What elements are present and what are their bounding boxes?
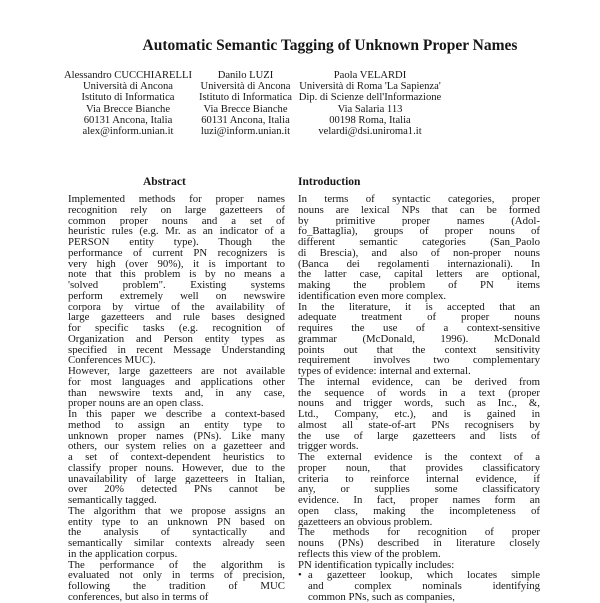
author-name: Paola VELARDI xyxy=(333,70,407,81)
text-line: for specific tasks (e.g. recognition of xyxy=(68,323,285,334)
text-line: in the application corpus. xyxy=(68,548,178,560)
text-line: semantically similar contexts already seen xyxy=(68,538,285,549)
author-email: velardi@dsi.uniroma1.it xyxy=(318,126,422,138)
text-line: unavailability of large gazetteers in Italian, xyxy=(68,473,285,485)
text-line: 'solved problem". Existing systems xyxy=(68,280,285,291)
text-line: grammar (McDonald, 1996). McDonald xyxy=(298,333,540,345)
text-line: However, large gazetteers are not available xyxy=(68,366,285,377)
author-affiliation-line: Università di Roma 'La Sapienza' xyxy=(299,81,441,93)
abstract-heading: Abstract xyxy=(143,176,186,188)
abstract-column xyxy=(68,194,285,603)
text-line: the sequence of words in a text (proper xyxy=(298,387,540,399)
bullet-icon: • xyxy=(298,569,302,582)
paper-title: Automatic Semantic Tagging of Unknown Proper Names xyxy=(142,37,518,54)
author-affiliation-line: Via Brecce Bianche xyxy=(85,103,171,115)
text-line: PN identification typically includes: xyxy=(298,559,455,571)
text-line: semantically tagged. xyxy=(68,495,157,506)
introduction-column xyxy=(298,194,540,603)
text-line: others, our system relies on a gazetteer and xyxy=(68,441,285,452)
paragraph xyxy=(298,527,540,559)
text-line: proper noun, that provides classificatory xyxy=(298,462,540,474)
text-line: The performance of the algorithm is xyxy=(68,559,285,571)
text-line: The methods for recognition of proper xyxy=(298,527,540,538)
text-line: open class, making the incompleteness of xyxy=(298,505,540,517)
text-line: di Brescia), and also of non-proper nouns xyxy=(298,247,540,259)
text-line: entity type to an unknown PN based on xyxy=(68,516,285,528)
paragraph xyxy=(298,194,540,302)
author-affiliation-line: Università di Ancona xyxy=(200,81,291,93)
text-line: different semantic categories (San_Paolo xyxy=(298,237,540,248)
text-line: points out that the context sensitivity xyxy=(298,344,540,356)
paragraph xyxy=(68,366,285,409)
text-line: note that this problem is by no means a xyxy=(68,269,285,280)
text-line: any, or supplies some classificatory xyxy=(298,484,540,495)
author-affiliation-line: Via Salaria 113 xyxy=(337,103,403,115)
text-line: following the tradition of MUC xyxy=(68,581,285,592)
text-line: The internal evidence, can be derived from xyxy=(298,376,540,388)
text-line: very high (over 90%), it is important to xyxy=(68,258,285,270)
text-line: almost all state-of-art PNs recognisers by xyxy=(298,419,540,431)
text-line: than newswire texts and, in any case, xyxy=(68,387,285,399)
author-email: luzi@inform.unian.it xyxy=(200,126,291,138)
text-line: classify proper nouns. However, due to the xyxy=(68,462,285,474)
text-line: corpora by virtue of the availability of xyxy=(68,301,285,313)
text-line: unknown proper names (PNs). Like many xyxy=(68,430,285,442)
text-line: Ltd., Company, etc.), and is gained in xyxy=(298,409,540,420)
text-line: and complex nominals identifying xyxy=(308,581,540,592)
author-block xyxy=(58,70,198,137)
paragraph xyxy=(68,194,285,366)
text-line: evidence. In fact, proper names form an xyxy=(298,495,540,506)
text-line: a gazetteer lookup, which locates simple xyxy=(308,570,540,581)
text-line: types of evidence: internal and external. xyxy=(298,366,471,377)
text-line: adequate treatment of proper nouns xyxy=(298,312,540,323)
text-line: Conferences MUC). xyxy=(68,355,156,366)
text-line: for most languages and applications other xyxy=(68,376,285,388)
paragraph xyxy=(298,560,540,571)
text-line: Implemented methods for proper names xyxy=(68,194,285,205)
text-line: proper nouns are an open class. xyxy=(68,398,204,409)
text-line: common PNs, such as companies, xyxy=(308,591,455,603)
text-line: Organization and Person entity types as xyxy=(68,333,285,345)
text-line: large gazetteers and rule bases designed xyxy=(68,312,285,323)
text-line: reflects this view of the problem. xyxy=(298,548,441,560)
text-line: a set of context-dependent heuristics to xyxy=(68,452,285,463)
text-line: nouns are lexical NPs that can be formed xyxy=(298,204,540,216)
text-line: heuristic rules (e.g. Mr. as an indicator of a xyxy=(68,226,285,237)
text-line: (Banca dei regolamenti internazionali). In xyxy=(298,258,540,270)
text-line: recognition rely on large gazetteers of xyxy=(68,204,285,216)
author-affiliation-line: Istituto di Informatica xyxy=(81,92,175,104)
text-line: by primitive proper names (Adol- xyxy=(298,215,540,227)
text-line: the analysis of syntactically and xyxy=(68,527,285,538)
paragraph xyxy=(298,452,540,527)
text-line: specified in recent Message Understanding xyxy=(68,344,285,356)
introduction-heading: Introduction xyxy=(298,176,361,188)
bullet-item xyxy=(298,570,540,602)
author-name: Alessandro CUCCHIARELLI xyxy=(64,70,192,81)
author-affiliation-line: 60131 Ancona, Italia xyxy=(201,114,290,126)
paragraph xyxy=(298,302,540,377)
text-line: trigger words. xyxy=(298,441,359,452)
paragraph xyxy=(298,377,540,452)
text-line: method to assign an entity type to xyxy=(68,419,285,431)
text-line: In terms of syntactic categories, proper xyxy=(298,194,540,205)
text-line: The algorithm that we propose assigns an xyxy=(68,505,285,517)
text-line: The external evidence is the context of a xyxy=(298,452,540,463)
text-line: nouns (PNs) described in literature closely xyxy=(298,538,540,549)
author-affiliation-line: 60131 Ancona, Italia xyxy=(83,114,173,126)
text-line: conferences, but also in terms of xyxy=(68,591,209,603)
text-line: PERSON entity type). Though the xyxy=(68,237,285,248)
text-line: evaluated not only in terms of precision, xyxy=(68,570,285,581)
text-line: gazetteers an obvious problem. xyxy=(298,516,433,528)
text-line: common proper nouns and a set of xyxy=(68,215,285,227)
text-line: nouns and trigger words, such as Inc., &, xyxy=(298,398,540,409)
author-affiliation-line: Università di Ancona xyxy=(82,81,174,93)
text-line: the use of large gazetteers and lists of xyxy=(298,430,540,442)
paragraph xyxy=(68,409,285,506)
text-line: perform extremely well on newswire xyxy=(68,290,285,302)
author-affiliation-line: Dip. di Scienze dell'Informazione xyxy=(298,92,442,104)
author-name: Danilo LUZI xyxy=(217,70,274,81)
text-line: identification even more complex. xyxy=(298,290,447,302)
text-line: requirement involves two complementary xyxy=(298,355,540,366)
author-affiliation-line: 00198 Roma, Italia xyxy=(329,114,411,126)
text-line: the latter case, capital letters are optional, xyxy=(298,269,540,280)
text-line: fo_Battaglia), groups of proper nouns of xyxy=(298,226,540,237)
author-email: alex@inform.unian.it xyxy=(82,126,174,138)
author-block xyxy=(178,70,313,137)
text-line: making the problem of PN items xyxy=(298,280,540,291)
text-line: over 20% detected PNs cannot be xyxy=(68,484,285,495)
text-line: performance of current PN recognizers is xyxy=(68,247,285,259)
text-line: criteria to reinforce internal evidence, if xyxy=(298,473,540,485)
paragraph xyxy=(68,506,285,560)
text-line: In the literature, it is accepted that an xyxy=(298,301,540,313)
author-affiliation-line: Istituto di Informatica xyxy=(199,92,292,104)
author-affiliation-line: Via Brecce Bianche xyxy=(203,103,288,115)
text-line: In this paper we describe a context-based xyxy=(68,409,285,420)
text-line: requires the use of a context-sensitive xyxy=(298,323,540,334)
paragraph xyxy=(68,560,285,603)
author-block xyxy=(295,70,445,137)
